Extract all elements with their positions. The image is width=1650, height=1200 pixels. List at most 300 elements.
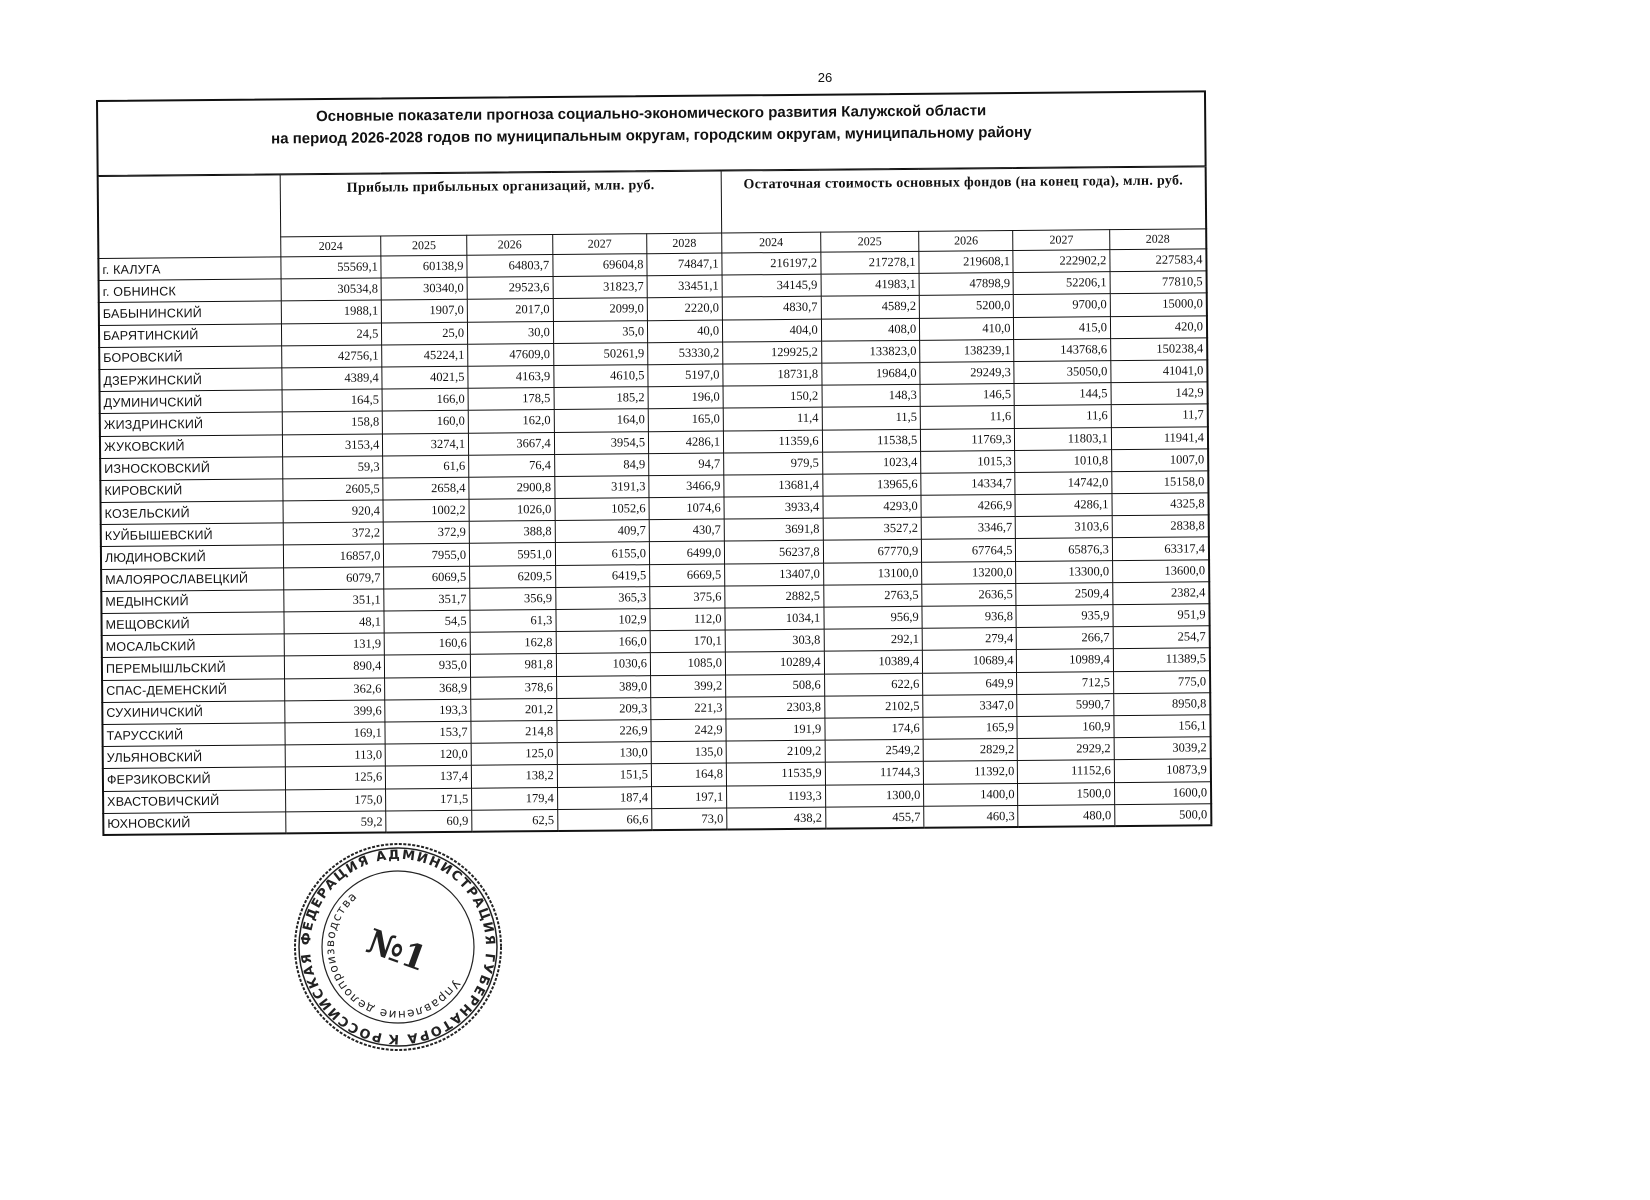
profit-cell-2025: 60138,9 [381, 255, 467, 278]
profit-cell-2027: 164,0 [554, 409, 648, 432]
municipality-name: ХВАСТОВИЧСКИЙ [103, 789, 285, 813]
profit-cell-2028: 2220,0 [647, 297, 722, 320]
assets-cell-2028: 1007,0 [1111, 448, 1208, 471]
assets-cell-2025: 2549,2 [825, 739, 924, 762]
profit-cell-2027: 166,0 [556, 631, 650, 654]
profit-cell-2025: 4021,5 [382, 366, 468, 389]
assets-cell-2028: 2382,4 [1113, 582, 1210, 605]
profit-cell-2028: 164,8 [651, 763, 726, 786]
profit-cell-2028: 74847,1 [647, 253, 722, 276]
profit-cell-2027: 3191,3 [555, 476, 649, 499]
profit-cell-2024: 158,8 [282, 411, 383, 434]
assets-cell-2026: 10689,4 [923, 650, 1017, 673]
assets-cell-2026: 2636,5 [922, 583, 1016, 606]
profit-cell-2024: 372,2 [283, 522, 384, 545]
profit-cell-2024: 351,1 [283, 589, 384, 612]
profit-cell-2024: 55569,1 [281, 256, 382, 279]
assets-cell-2027: 14742,0 [1015, 472, 1112, 495]
profit-cell-2024: 125,6 [285, 766, 386, 789]
assets-cell-2025: 2102,5 [824, 695, 923, 718]
profit-cell-2026: 62,5 [472, 809, 558, 832]
assets-cell-2025: 455,7 [825, 806, 924, 829]
profit-cell-2026: 76,4 [469, 454, 555, 477]
assets-cell-2025: 148,3 [822, 384, 921, 407]
profit-cell-2026: 162,0 [468, 410, 554, 433]
municipality-name: г. КАЛУГА [98, 257, 280, 281]
profit-cell-2028: 165,0 [648, 408, 723, 431]
assets-cell-2025: 956,9 [824, 606, 923, 629]
assets-cell-2026: 11,6 [920, 406, 1014, 429]
municipality-name: БАРЯТИНСКИЙ [99, 323, 281, 347]
profit-cell-2024: 890,4 [284, 655, 385, 678]
profit-cell-2024: 175,0 [285, 788, 386, 811]
assets-cell-2028: 63317,4 [1112, 537, 1209, 560]
profit-cell-2027: 4610,5 [554, 365, 648, 388]
profit-cell-2027: 35,0 [553, 320, 647, 343]
assets-cell-2026: 14334,7 [921, 472, 1015, 495]
assets-cell-2027: 160,9 [1017, 716, 1114, 739]
profit-cell-2025: 120,0 [385, 743, 471, 766]
profit-cell-2024: 399,6 [284, 700, 385, 723]
assets-cell-2026: 138239,1 [920, 339, 1014, 362]
profit-cell-2028: 112,0 [650, 608, 725, 631]
assets-cell-2028: 951,9 [1113, 604, 1210, 627]
assets-cell-2024: 2882,5 [725, 585, 824, 608]
assets-cell-2026: 410,0 [920, 317, 1014, 340]
assets-cell-2026: 1015,3 [921, 450, 1015, 473]
assets-group-header: Остаточная стоимость основных фондов (на конец года), млн. руб. [721, 167, 1206, 233]
assets-cell-2024: 56237,8 [724, 541, 823, 564]
profit-cell-2027: 185,2 [554, 387, 648, 410]
profit-cell-2027: 187,4 [557, 786, 651, 809]
profit-cell-2024: 362,6 [284, 678, 385, 701]
municipality-name: МОСАЛЬСКИЙ [102, 634, 284, 658]
assets-cell-2027: 65876,3 [1016, 538, 1113, 561]
profit-cell-2027: 31823,7 [553, 276, 647, 299]
assets-cell-2027: 52206,1 [1014, 272, 1111, 295]
profit-cell-2025: 372,9 [384, 522, 470, 545]
year-header-2027: 2027 [1013, 230, 1110, 251]
municipality-name: КУЙБЫШЕВСКИЙ [101, 523, 283, 547]
profit-cell-2026: 378,6 [471, 676, 557, 699]
municipality-name: УЛЬЯНОВСКИЙ [103, 745, 285, 769]
profit-cell-2028: 1085,0 [650, 652, 725, 675]
assets-cell-2025: 4293,0 [823, 495, 922, 518]
assets-cell-2028: 227583,4 [1110, 249, 1207, 272]
profit-cell-2024: 920,4 [283, 500, 384, 523]
municipality-name: ФЕРЗИКОВСКИЙ [103, 767, 285, 791]
municipality-name: г. ОБНИНСК [99, 279, 281, 303]
assets-cell-2028: 11,7 [1111, 404, 1208, 427]
profit-cell-2026: 61,3 [470, 610, 556, 633]
assets-cell-2025: 10389,4 [824, 651, 923, 674]
assets-cell-2024: 979,5 [724, 452, 823, 475]
assets-cell-2024: 13407,0 [725, 563, 824, 586]
profit-cell-2026: 2900,8 [469, 476, 555, 499]
assets-cell-2025: 1300,0 [825, 784, 924, 807]
profit-cell-2026: 5951,0 [469, 543, 555, 566]
profit-cell-2028: 242,9 [651, 719, 726, 742]
profit-cell-2027: 66,6 [557, 808, 651, 831]
profit-cell-2025: 54,5 [384, 610, 470, 633]
profit-cell-2025: 160,6 [385, 632, 471, 655]
municipality-name: ДЗЕРЖИНСКИЙ [99, 368, 281, 392]
assets-cell-2024: 216197,2 [722, 252, 821, 275]
assets-cell-2028: 3039,2 [1114, 737, 1211, 760]
profit-cell-2024: 30534,8 [281, 278, 382, 301]
assets-cell-2025: 13100,0 [823, 562, 922, 585]
assets-cell-2026: 146,5 [920, 384, 1014, 407]
profit-cell-2025: 6069,5 [384, 566, 470, 589]
profit-cell-2026: 178,5 [468, 388, 554, 411]
table-title [96, 90, 1207, 176]
assets-cell-2025: 3527,2 [823, 518, 922, 541]
profit-cell-2025: 61,6 [383, 455, 469, 478]
profit-cell-2028: 6669,5 [650, 564, 725, 587]
profit-cell-2026: 1026,0 [469, 499, 555, 522]
profit-cell-2028: 53330,2 [648, 342, 723, 365]
official-seal [293, 842, 503, 1052]
assets-cell-2027: 10989,4 [1017, 649, 1114, 672]
assets-cell-2024: 1193,3 [727, 785, 826, 808]
municipality-name: ЮХНОВСКИЙ [103, 812, 285, 836]
assets-cell-2026: 29249,3 [920, 361, 1014, 384]
profit-cell-2025: 166,0 [382, 388, 468, 411]
assets-cell-2027: 13300,0 [1016, 560, 1113, 583]
municipality-name: БАБЫНИНСКИЙ [99, 301, 281, 325]
year-header-2025: 2025 [820, 231, 919, 252]
profit-cell-2026: 30,0 [467, 321, 553, 344]
assets-cell-2025: 11538,5 [822, 429, 921, 452]
assets-cell-2024: 150,2 [723, 385, 822, 408]
profit-cell-2024: 24,5 [281, 323, 382, 346]
assets-cell-2028: 15000,0 [1110, 293, 1207, 316]
assets-cell-2028: 420,0 [1110, 315, 1207, 338]
municipality-name: ИЗНОСКОВСКИЙ [100, 457, 282, 481]
profit-cell-2027: 6155,0 [555, 542, 649, 565]
assets-cell-2026: 1400,0 [924, 783, 1018, 806]
assets-cell-2028: 10873,9 [1114, 759, 1211, 782]
profit-cell-2026: 3667,4 [468, 432, 554, 455]
assets-cell-2028: 775,0 [1113, 670, 1210, 693]
profit-cell-2028: 196,0 [648, 386, 723, 409]
assets-cell-2024: 191,9 [726, 718, 825, 741]
profit-cell-2025: 60,9 [386, 810, 472, 833]
year-header-2024: 2024 [280, 236, 381, 257]
profit-cell-2026: 179,4 [472, 787, 558, 810]
municipality-name: МАЛОЯРОСЛАВЕЦКИЙ [101, 568, 283, 592]
assets-cell-2025: 67770,9 [823, 540, 922, 563]
assets-cell-2026: 67764,5 [922, 539, 1016, 562]
profit-cell-2028: 6499,0 [649, 541, 724, 564]
assets-cell-2025: 408,0 [821, 318, 920, 341]
municipality-name: ЖИЗДРИНСКИЙ [100, 412, 282, 436]
assets-cell-2027: 222902,2 [1013, 250, 1110, 273]
profit-cell-2024: 1988,1 [281, 300, 382, 323]
title-line-2: на период 2026-2028 годов по муниципальным округам, городским округам, муниципальному району [271, 123, 1032, 148]
profit-cell-2027: 389,0 [556, 675, 650, 698]
profit-cell-2026: 47609,0 [468, 343, 554, 366]
profit-cell-2025: 25,0 [382, 322, 468, 345]
assets-cell-2027: 143768,6 [1014, 338, 1111, 361]
profit-cell-2025: 171,5 [386, 788, 472, 811]
assets-cell-2024: 303,8 [725, 629, 824, 652]
profit-cell-2025: 153,7 [385, 721, 471, 744]
assets-cell-2024: 508,6 [726, 674, 825, 697]
profit-cell-2026: 138,2 [471, 765, 557, 788]
profit-cell-2024: 169,1 [285, 722, 386, 745]
assets-cell-2028: 142,9 [1111, 382, 1208, 405]
profit-cell-2024: 59,3 [282, 456, 383, 479]
assets-cell-2024: 11359,6 [723, 430, 822, 453]
profit-cell-2024: 164,5 [282, 389, 383, 412]
assets-cell-2027: 11803,1 [1015, 427, 1112, 450]
profit-cell-2028: 4286,1 [648, 431, 723, 454]
year-header-2026: 2026 [919, 231, 1013, 252]
assets-cell-2028: 13600,0 [1112, 559, 1209, 582]
profit-cell-2028: 375,6 [650, 586, 725, 609]
year-header-2027: 2027 [552, 234, 646, 255]
profit-cell-2024: 4389,4 [281, 367, 382, 390]
profit-cell-2028: 197,1 [652, 786, 727, 809]
assets-cell-2027: 712,5 [1017, 671, 1114, 694]
assets-cell-2027: 4286,1 [1015, 494, 1112, 517]
municipality-name: КОЗЕЛЬСКИЙ [101, 501, 283, 525]
profit-cell-2028: 1074,6 [649, 497, 724, 520]
profit-cell-2027: 1052,6 [555, 498, 649, 521]
profit-cell-2028: 3466,9 [649, 475, 724, 498]
profit-cell-2027: 209,3 [556, 697, 650, 720]
assets-cell-2028: 15158,0 [1112, 471, 1209, 494]
profit-cell-2024: 131,9 [284, 633, 385, 656]
assets-cell-2025: 622,6 [824, 673, 923, 696]
assets-cell-2026: 2829,2 [923, 739, 1017, 762]
year-header-2028: 2028 [1110, 229, 1207, 250]
assets-cell-2025: 13965,6 [822, 473, 921, 496]
assets-cell-2026: 11392,0 [924, 761, 1018, 784]
profit-cell-2025: 368,9 [385, 677, 471, 700]
profit-cell-2025: 137,4 [386, 766, 472, 789]
year-header-2024: 2024 [722, 232, 821, 253]
profit-cell-2028: 135,0 [651, 741, 726, 764]
assets-cell-2028: 77810,5 [1110, 271, 1207, 294]
profit-cell-2027: 130,0 [557, 742, 651, 765]
municipality-name: ТАРУССКИЙ [102, 723, 284, 747]
assets-cell-2024: 10289,4 [725, 652, 824, 675]
assets-cell-2024: 4830,7 [722, 297, 821, 320]
profit-cell-2028: 430,7 [649, 519, 724, 542]
municipality-name: ПЕРЕМЫШЛЬСКИЙ [102, 656, 284, 680]
profit-cell-2027: 226,9 [557, 720, 651, 743]
profit-cell-2025: 2658,4 [383, 477, 469, 500]
profit-cell-2026: 4163,9 [468, 365, 554, 388]
assets-cell-2027: 415,0 [1014, 316, 1111, 339]
seal-number: №1 [361, 921, 432, 980]
profit-cell-2027: 1030,6 [556, 653, 650, 676]
profit-cell-2027: 2099,0 [553, 298, 647, 321]
assets-cell-2028: 11389,5 [1113, 648, 1210, 671]
assets-cell-2027: 5990,7 [1017, 693, 1114, 716]
assets-cell-2026: 279,4 [922, 628, 1016, 651]
assets-cell-2027: 11,6 [1015, 405, 1112, 428]
corner-header [98, 175, 281, 259]
assets-cell-2024: 13681,4 [724, 474, 823, 497]
profit-cell-2028: 94,7 [649, 453, 724, 476]
assets-cell-2024: 18731,8 [723, 363, 822, 386]
assets-cell-2024: 1034,1 [725, 607, 824, 630]
municipality-name: СПАС-ДЕМЕНСКИЙ [102, 678, 284, 702]
profit-cell-2026: 64803,7 [467, 255, 553, 278]
assets-cell-2028: 11941,4 [1111, 426, 1208, 449]
profit-cell-2024: 6079,7 [283, 567, 384, 590]
assets-cell-2026: 460,3 [924, 805, 1018, 828]
assets-cell-2028: 41041,0 [1111, 360, 1208, 383]
profit-cell-2024: 113,0 [285, 744, 386, 767]
assets-cell-2025: 11,5 [822, 407, 921, 430]
profit-cell-2026: 201,2 [471, 698, 557, 721]
profit-cell-2028: 5197,0 [648, 364, 723, 387]
profit-cell-2025: 1907,0 [382, 300, 468, 323]
assets-cell-2025: 174,6 [825, 717, 924, 740]
profit-cell-2026: 2017,0 [467, 299, 553, 322]
assets-cell-2024: 11535,9 [726, 762, 825, 785]
municipality-name: СУХИНИЧСКИЙ [102, 701, 284, 725]
profit-cell-2027: 84,9 [554, 453, 648, 476]
assets-cell-2027: 3103,6 [1016, 516, 1113, 539]
assets-cell-2024: 2109,2 [726, 740, 825, 763]
page-number: 26 [817, 70, 833, 85]
assets-cell-2025: 217278,1 [820, 251, 919, 274]
profit-group-header: Прибыль прибыльных организаций, млн. руб. [280, 171, 722, 237]
assets-cell-2024: 438,2 [727, 807, 826, 830]
profit-cell-2026: 981,8 [470, 654, 556, 677]
municipality-name: КИРОВСКИЙ [100, 479, 282, 503]
assets-cell-2028: 8950,8 [1114, 693, 1211, 716]
forecast-table-sheet [96, 90, 1212, 836]
assets-cell-2027: 2509,4 [1016, 582, 1113, 605]
assets-cell-2028: 2838,8 [1112, 515, 1209, 538]
profit-cell-2027: 6419,5 [555, 564, 649, 587]
assets-cell-2024: 3691,8 [724, 518, 823, 541]
assets-cell-2027: 11152,6 [1018, 760, 1115, 783]
municipality-name: ДУМИНИЧСКИЙ [100, 390, 282, 414]
assets-cell-2026: 5200,0 [919, 295, 1013, 318]
profit-cell-2024: 59,2 [285, 811, 386, 834]
seal-inner-text: Управление делопроизводства [322, 888, 463, 1023]
municipality-name: ЖУКОВСКИЙ [100, 434, 282, 458]
profit-cell-2024: 2605,5 [282, 478, 383, 501]
assets-cell-2027: 9700,0 [1014, 294, 1111, 317]
assets-cell-2025: 11744,3 [825, 762, 924, 785]
profit-cell-2028: 221,3 [651, 697, 726, 720]
profit-cell-2026: 6209,5 [470, 565, 556, 588]
municipality-name: ЛЮДИНОВСКИЙ [101, 545, 283, 569]
title-line-1: Основные показатели прогноза социально-экономического развития Калужской области [315, 102, 987, 126]
profit-cell-2027: 102,9 [556, 609, 650, 632]
assets-cell-2028: 150238,4 [1111, 338, 1208, 361]
assets-cell-2024: 404,0 [723, 319, 822, 342]
assets-cell-2026: 13200,0 [922, 561, 1016, 584]
profit-cell-2026: 356,9 [470, 587, 556, 610]
profit-cell-2025: 935,0 [385, 655, 471, 678]
assets-cell-2025: 133823,0 [821, 340, 920, 363]
profit-cell-2026: 29523,6 [467, 277, 553, 300]
assets-cell-2025: 1023,4 [822, 451, 921, 474]
municipality-name: МЕЩОВСКИЙ [101, 612, 283, 636]
profit-cell-2027: 365,3 [556, 586, 650, 609]
year-header-2028: 2028 [647, 233, 722, 254]
profit-cell-2025: 1002,2 [383, 499, 469, 522]
profit-cell-2028: 399,2 [651, 675, 726, 698]
municipality-name: БОРОВСКИЙ [99, 346, 281, 370]
assets-cell-2026: 47898,9 [919, 273, 1013, 296]
assets-cell-2027: 1500,0 [1018, 782, 1115, 805]
assets-cell-2026: 4266,9 [921, 495, 1015, 518]
assets-cell-2026: 649,9 [923, 672, 1017, 695]
assets-cell-2026: 165,9 [923, 716, 1017, 739]
profit-cell-2026: 125,0 [471, 743, 557, 766]
profit-cell-2025: 30340,0 [381, 277, 467, 300]
assets-cell-2026: 3346,7 [921, 517, 1015, 540]
profit-cell-2024: 48,1 [284, 611, 385, 634]
profit-cell-2025: 160,0 [383, 411, 469, 434]
assets-cell-2026: 936,8 [922, 605, 1016, 628]
assets-cell-2026: 11769,3 [921, 428, 1015, 451]
assets-cell-2024: 2303,8 [726, 696, 825, 719]
seal-outer-text: РОССИЙСКАЯ ФЕДЕРАЦИЯ АДМИНИСТРАЦИЯ ГУБЕРНАТОРА КАЛУЖСКОЙ [298, 847, 498, 1047]
assets-cell-2024: 11,4 [723, 407, 822, 430]
assets-cell-2027: 266,7 [1017, 627, 1114, 650]
profit-cell-2026: 388,8 [469, 521, 555, 544]
profit-cell-2024: 42756,1 [281, 345, 382, 368]
assets-cell-2026: 219608,1 [919, 251, 1013, 274]
assets-cell-2025: 2763,5 [823, 584, 922, 607]
assets-cell-2028: 500,0 [1115, 803, 1212, 826]
assets-cell-2028: 156,1 [1114, 715, 1211, 738]
year-header-2026: 2026 [467, 235, 553, 256]
assets-cell-2027: 2929,2 [1018, 738, 1115, 761]
profit-cell-2025: 193,3 [385, 699, 471, 722]
profit-cell-2027: 3954,5 [554, 431, 648, 454]
assets-cell-2027: 35050,0 [1014, 361, 1111, 384]
municipality-name: МЕДЫНСКИЙ [101, 590, 283, 614]
assets-cell-2024: 34145,9 [722, 274, 821, 297]
profit-cell-2028: 33451,1 [647, 275, 722, 298]
year-header-2025: 2025 [381, 235, 467, 256]
profit-cell-2024: 3153,4 [282, 434, 383, 457]
assets-cell-2027: 1010,8 [1015, 449, 1112, 472]
assets-cell-2026: 3347,0 [923, 694, 1017, 717]
profit-cell-2027: 69604,8 [553, 254, 647, 277]
profit-cell-2026: 162,8 [470, 632, 556, 655]
profit-cell-2025: 351,7 [384, 588, 470, 611]
assets-cell-2025: 292,1 [824, 628, 923, 651]
forecast-table [97, 166, 1213, 836]
assets-cell-2027: 480,0 [1018, 804, 1115, 827]
assets-cell-2025: 41983,1 [821, 274, 920, 297]
profit-cell-2026: 214,8 [471, 720, 557, 743]
assets-cell-2028: 4325,8 [1112, 493, 1209, 516]
profit-cell-2028: 40,0 [647, 320, 722, 343]
assets-cell-2028: 1600,0 [1114, 781, 1211, 804]
assets-cell-2024: 129925,2 [723, 341, 822, 364]
assets-cell-2027: 144,5 [1014, 383, 1111, 406]
assets-cell-2025: 4589,2 [821, 296, 920, 319]
assets-cell-2024: 3933,4 [724, 496, 823, 519]
profit-cell-2025: 7955,0 [384, 544, 470, 567]
profit-cell-2025: 3274,1 [383, 433, 469, 456]
profit-cell-2027: 50261,9 [553, 342, 647, 365]
